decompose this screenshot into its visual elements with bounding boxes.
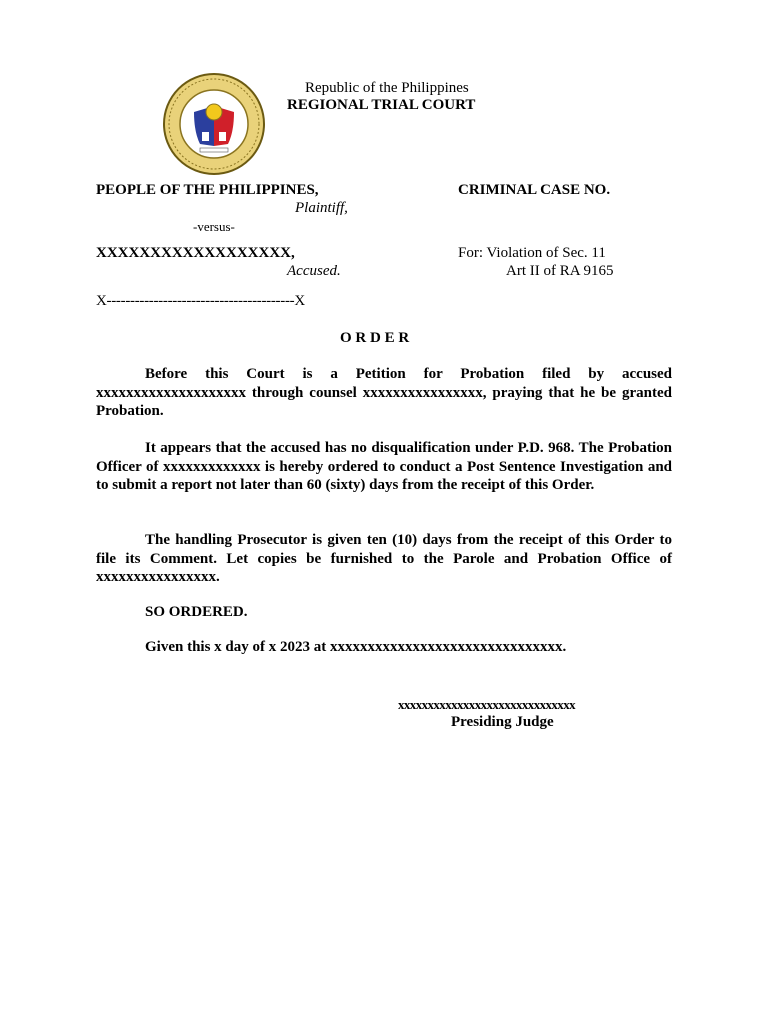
accused-name: XXXXXXXXXXXXXXXXXX, — [96, 245, 295, 261]
accused-label: Accused. — [287, 263, 341, 279]
judge-name: xxxxxxxxxxxxxxxxxxxxxxxxxxxxxx — [398, 697, 576, 712]
paragraph-3: The handling Prosecutor is given ten (10) days from the receipt of this Order to file its Comment. Let copies be furnished to the Parole and Probation Office of xxxxxxxxxxxxxxxx. — [96, 532, 672, 585]
header-republic: Republic of the Philippines — [305, 80, 469, 96]
header-court: REGIONAL TRIAL COURT — [287, 97, 476, 113]
case-number: CRIMINAL CASE NO. — [458, 182, 611, 198]
paragraph-2: It appears that the accused has no disqualification under P.D. 968. The Probation Officer of xxxxxxxxxxxxx is hereby ordered to conduct a Post Sentence Investigation and to submit a report not later than 60 (sixty) days from the receipt of this Order. — [96, 440, 672, 493]
offense-line-2: Art II of RA 9165 — [506, 263, 614, 279]
given-line: Given this x day of x 2023 at xxxxxxxxxxxxxxxxxxxxxxxxxxxxxxx. — [145, 639, 567, 655]
plaintiff-name: PEOPLE OF THE PHILIPPINES, — [96, 182, 319, 198]
judge-title: Presiding Judge — [451, 714, 554, 730]
supreme-court-seal — [162, 72, 266, 176]
caption-separator: X----------------------------------------X — [96, 293, 305, 309]
plaintiff-label: Plaintiff, — [295, 200, 348, 216]
order-title: O R D E R — [340, 330, 410, 346]
so-ordered: SO ORDERED. — [145, 604, 248, 620]
versus: -versus- — [193, 219, 235, 234]
paragraph-1: Before this Court is a Petition for Probation filed by accused xxxxxxxxxxxxxxxxxxxx through counsel xxxxxxxxxxxxxxxx, praying that he be granted Probation. — [96, 366, 672, 419]
offense-line-1: For: Violation of Sec. 11 — [458, 245, 606, 261]
